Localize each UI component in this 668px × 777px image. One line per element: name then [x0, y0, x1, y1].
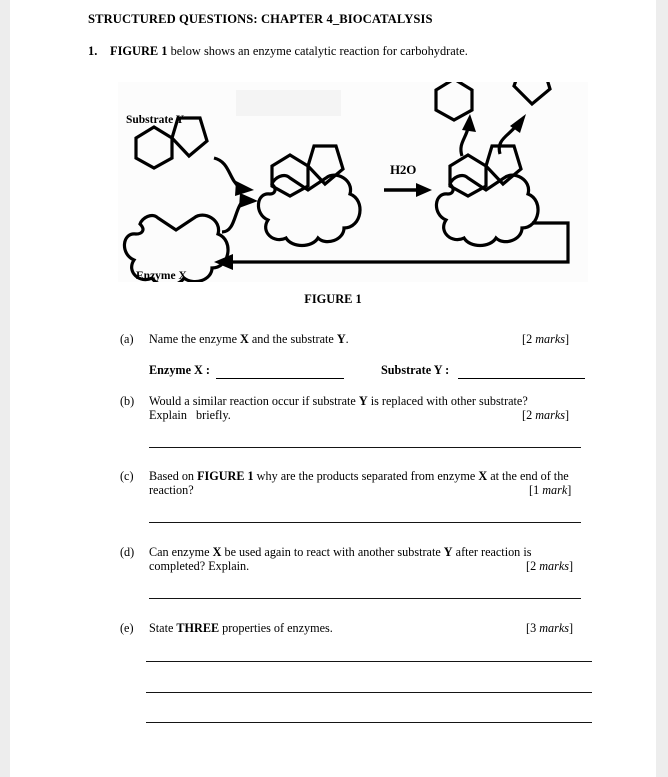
enzyme-x-label: Enzyme X [136, 270, 187, 282]
product-pentagon [514, 82, 550, 104]
substrate-y-blank-rule[interactable] [458, 378, 585, 379]
marks-a: [2 marks] [522, 332, 570, 346]
enzyme-substrate-complex [258, 146, 360, 246]
enzyme-x-blank-label: Enzyme X : [149, 363, 210, 377]
answer-line-d[interactable] [149, 598, 581, 599]
question-text-b: Would a similar reaction occur if substrate Y is replaced with other substrate? Explain briefly. [149, 394, 528, 423]
marks-word-e: marks [539, 621, 569, 635]
answer-line-e-3[interactable] [146, 722, 592, 723]
marks-word-a: marks [535, 332, 565, 346]
marks-count-b: 2 [526, 408, 533, 422]
page-shadow-left [0, 0, 10, 777]
question-label-d: (d) [120, 545, 135, 559]
question-label-e: (e) [120, 621, 134, 635]
question-label-c: (c) [120, 469, 134, 483]
question-text-c: Based on FIGURE 1 why are the products separated from enzyme X at the end of the reaction? [149, 469, 569, 498]
question-text-e: State THREE properties of enzymes. [149, 621, 333, 635]
marks-count-d: 2 [530, 559, 537, 573]
figure-reference: FIGURE 1 [110, 44, 168, 58]
question-text-a: Name the enzyme X and the substrate Y. [149, 332, 349, 346]
marks-b: [2 marks] [522, 408, 570, 422]
marks-e: [3 marks] [526, 621, 574, 635]
question-label-a: (a) [120, 332, 134, 346]
water-label: H2O [390, 162, 417, 177]
substrate-y-label: Substrate Y [126, 114, 185, 126]
enzyme-reaction-svg [118, 82, 588, 282]
product-release-complex [436, 146, 538, 246]
substrate-y-blank-label: Substrate Y : [381, 363, 450, 377]
marks-c: [1 mark] [529, 483, 572, 497]
question-text-d: Can enzyme X be used again to react with another substrate Y after reaction is completed? Explain. [149, 545, 532, 574]
product-hexagon [436, 82, 472, 120]
marks-count-c: 1 [533, 483, 540, 497]
question-label-b: (b) [120, 394, 135, 408]
enzyme-x-blank-rule[interactable] [216, 378, 344, 379]
document-page [10, 0, 656, 777]
answer-line-e-2[interactable] [146, 692, 592, 693]
answer-line-c[interactable] [149, 522, 581, 523]
hydrolysis-arrow [384, 183, 432, 197]
marks-word-b: marks [535, 408, 565, 422]
question-stem [110, 44, 468, 59]
page-shadow-right [656, 0, 668, 777]
answer-line-b[interactable] [149, 447, 581, 448]
marks-word-d: marks [539, 559, 569, 573]
figure-caption: FIGURE 1 [304, 292, 362, 306]
question-number: 1. [88, 44, 98, 58]
page-title: STRUCTURED QUESTIONS: CHAPTER 4_BIOCATALYSIS [88, 12, 433, 26]
marks-count-a: 2 [526, 332, 533, 346]
marks-word-c: mark [542, 483, 568, 497]
marks-count-e: 3 [530, 621, 537, 635]
binding-arrows [214, 158, 258, 232]
marks-d: [2 marks] [526, 559, 574, 573]
question-stem-rest: below shows an enzyme catalytic reaction for carbohydrate. [167, 44, 468, 58]
answer-line-e-1[interactable] [146, 661, 592, 662]
figure-1-diagram [118, 82, 588, 282]
